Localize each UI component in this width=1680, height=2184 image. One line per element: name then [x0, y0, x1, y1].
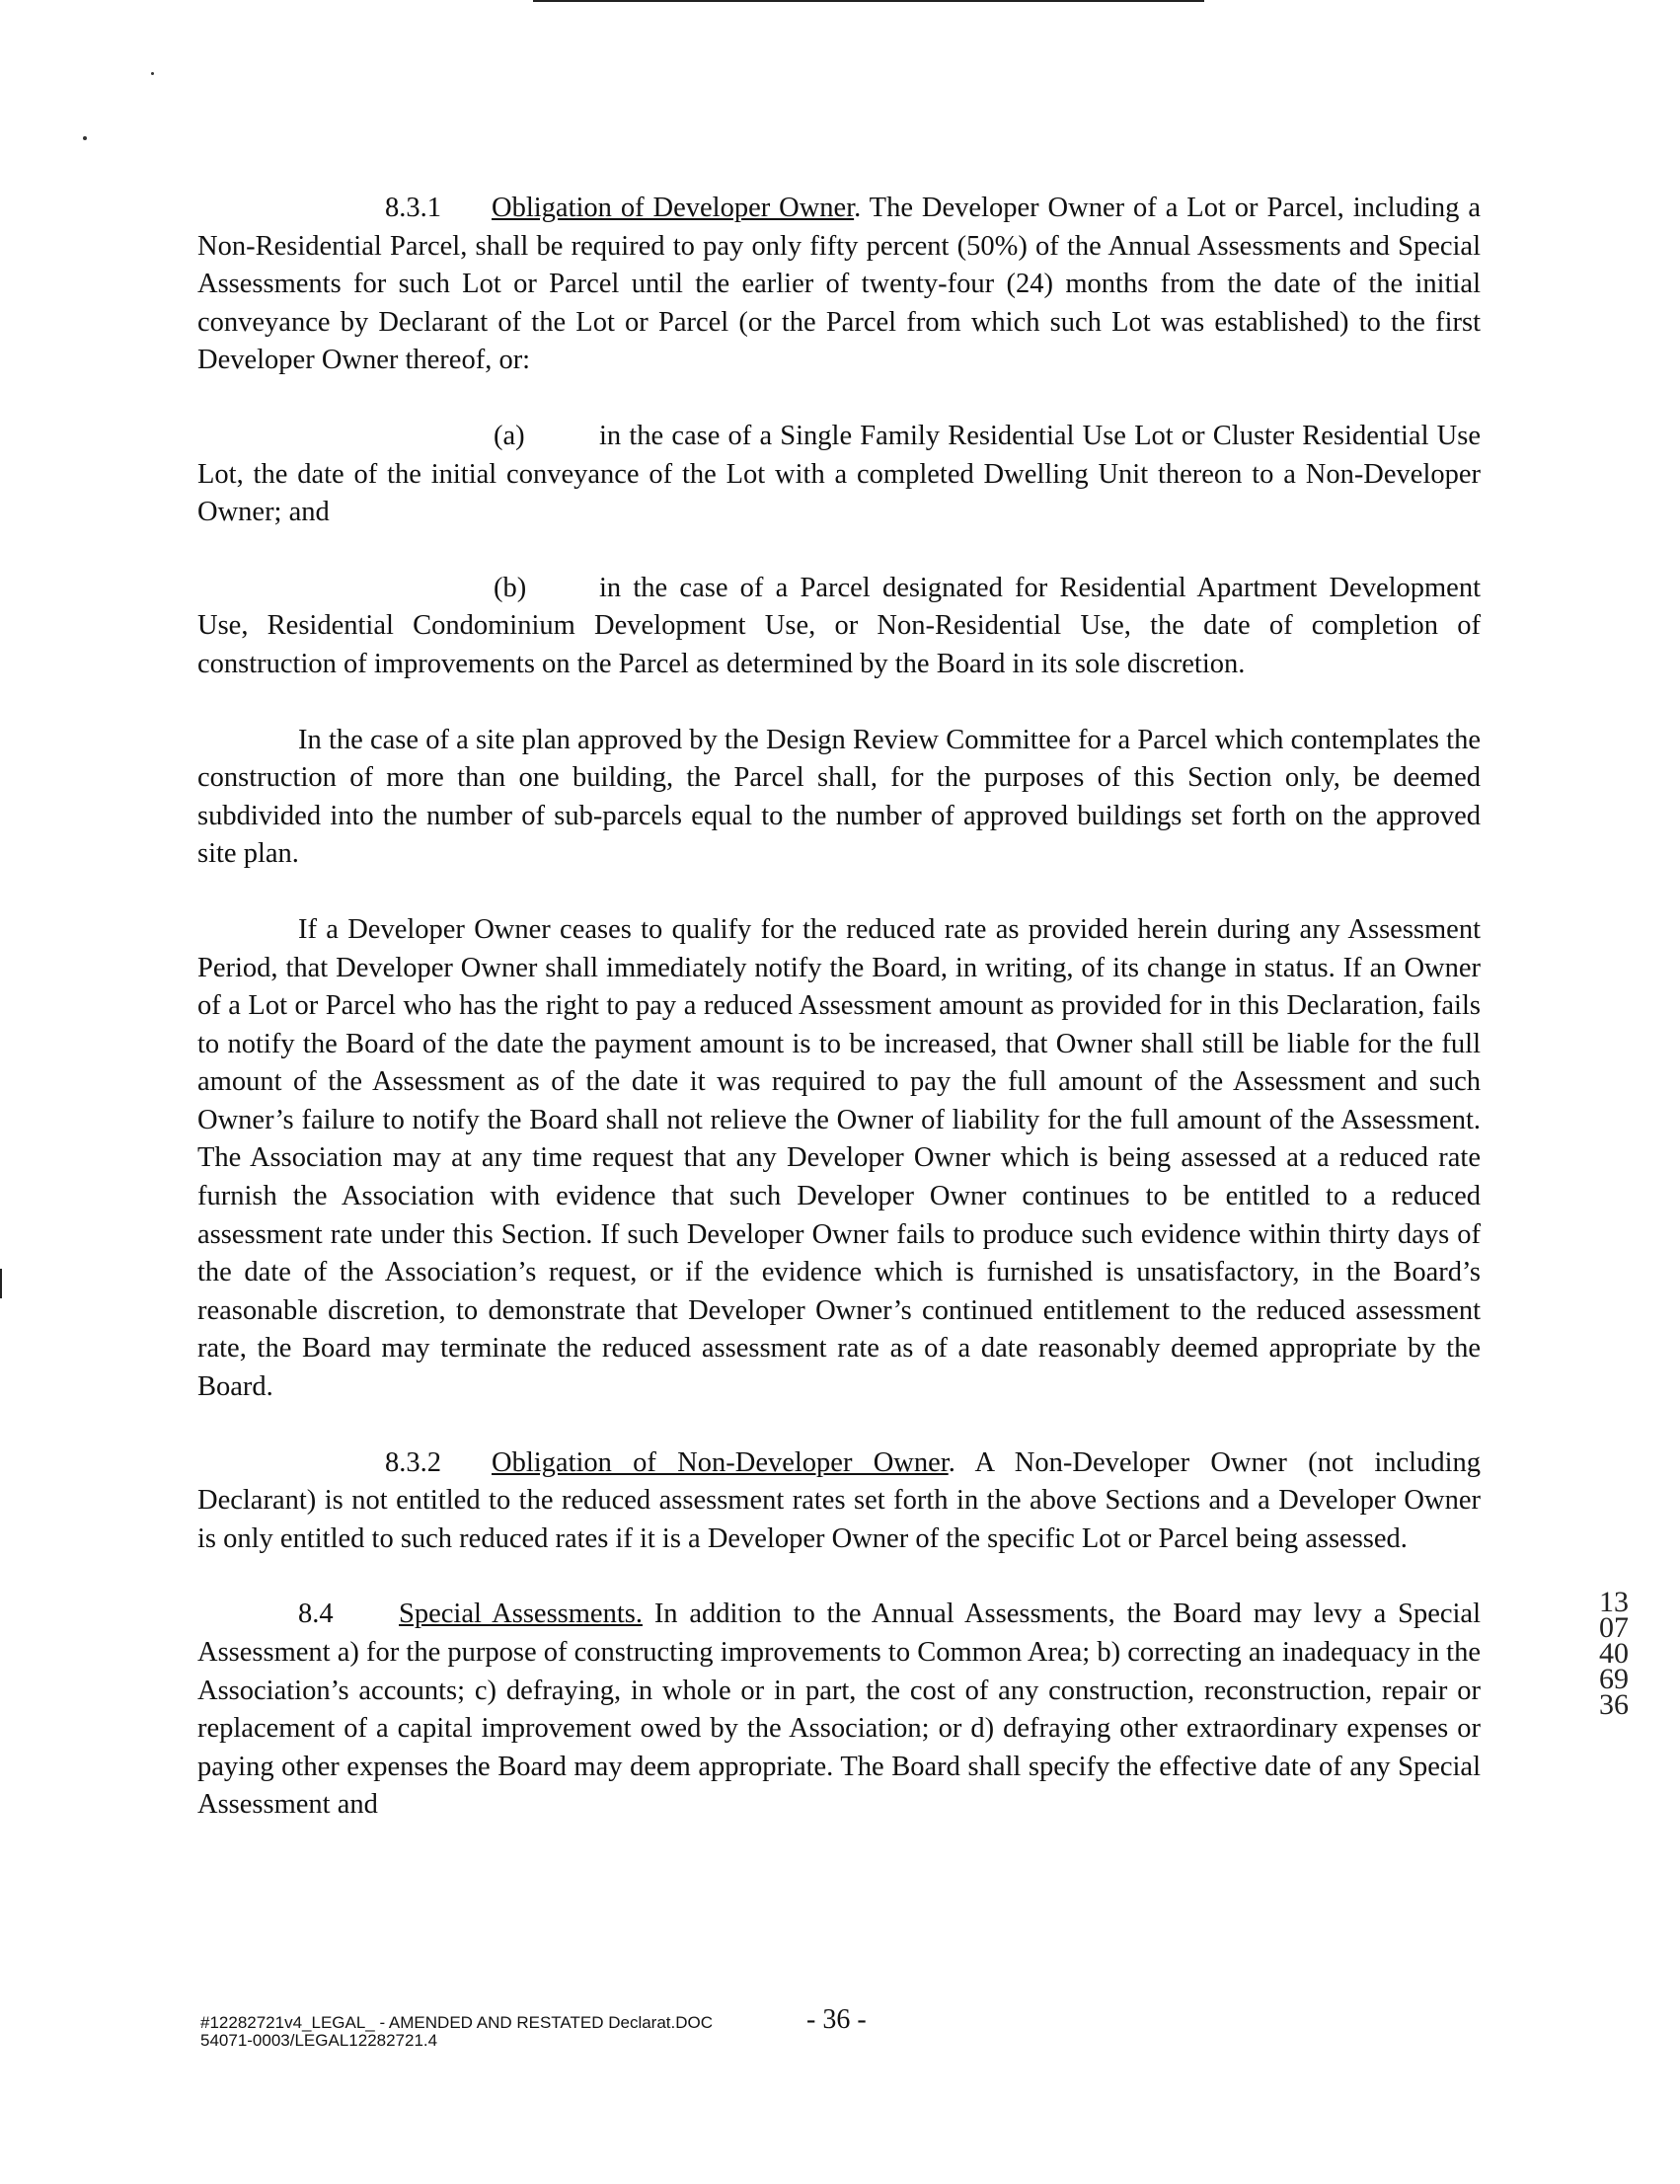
section-heading: Obligation of Developer Owner [492, 193, 855, 223]
item-label: (b) [494, 572, 527, 603]
paragraph-item-a [197, 418, 1481, 532]
side-document-stamp: 1307406936 [1599, 1586, 1629, 1721]
paragraph-8-3-2 [197, 1444, 1481, 1559]
scan-artifact-edge-mark [0, 1269, 2, 1298]
scan-artifact-top-line [533, 0, 1204, 2]
section-text: In addition to the Annual Assessments, the Board may levy a Special Assessment a) for the purpose of constructing improvements to Common Area; b) correcting an inadequacy in the Association’s accounts; c) defraying, in whole or in part, the cost of any construction, reconstruction, repair or replacement of a capital improvement owed by the Association; or d) defraying other extraordinary expenses or paying other expenses the Board may deem appropriate. The Board shall specify the effective date of any Special Assessment and [197, 1599, 1481, 1821]
section-heading: Special Assessments. [399, 1599, 643, 1630]
footer-doc-reference [200, 2014, 713, 2050]
section-text: . A Non-Developer Owner (not including Declarant) is not entitled to the reduced assessment rates set forth in the above Sections and a Developer Owner is only entitled to such reduced rates if it is a Developer Owner of the specific Lot or Parcel being assessed. [197, 1446, 1481, 1554]
paragraph-site-plan: In the case of a site plan approved by the Design Review Committee for a Parcel which contemplates the construction of more than one building, the Parcel shall, for the purposes of this Section only, be deemed subdivided into the number of sub-parcels equal to the number of approved buildings set forth on the approved site plan. [197, 724, 1481, 870]
footer-line-2: 54071-0003/LEGAL12282721.4 [200, 2031, 438, 2050]
document-body [197, 190, 1481, 1862]
item-label: (a) [494, 420, 525, 451]
item-text: in the case of a Single Family Residential Use Lot or Cluster Residential Use Lot, the date of the initial conveyance of the Lot with a completed Dwelling Unit thereon to a Non-Developer Owner; and [197, 420, 1481, 528]
paragraph-8-3-1 [197, 190, 1481, 380]
section-number: 8.4 [298, 1599, 334, 1630]
paragraph-reduced-rate: If a Developer Owner ceases to qualify for the reduced rate as provided herein during any Assessment Period, that Developer Owner shall immediately notify the Board, in writing, of its change in status. If an Owner of a Lot or Parcel who has the right to pay a reduced Assessment amount as provided for in this Declaration, fails to notify the Board of the date the payment amount is to be increased, that Owner shall still be liable for the full amount of the Assessment as of the date it was required to pay the full amount of the Assessment and such Owner’s failure to notify the Board shall not relieve the Owner of liability for the full amount of the Assessment. The Association may at any time request that any Developer Owner which is being assessed at a reduced rate furnish the Association with evidence that such Developer Owner continues to be entitled to a reduced assessment rate under this Section. If such Developer Owner fails to produce such evidence within thirty days of the date of the Association’s request, or if the evidence which is furnished is unsatisfactory, in the Board’s reasonable discretion, to demonstrate that Developer Owner’s continued entitlement to the reduced assessment rate, the Board may terminate the reduced assessment rate as of a date reasonably deemed appropriate by the Board. [197, 913, 1481, 1403]
section-text: . The Developer Owner of a Lot or Parcel, including a Non-Residential Parcel, shall be required to pay only fifty percent (50%) of the Annual Assessments and Special Assessments for such Lot or Parcel until the earlier of twenty-four (24) months from the date of the initial conveyance by Declarant of the Lot or Parcel (or the Parcel from which such Lot was established) to the first Developer Owner thereof, or: [197, 193, 1481, 376]
item-text: in the case of a Parcel designated for Residential Apartment Development Use, Residential Condominium Development Use, or Non-Residential Use, the date of completion of construction of improvements on the Parcel as determined by the Board in its sole discretion. [197, 572, 1481, 679]
paragraph-8-4 [197, 1596, 1481, 1825]
footer-line-1: #12282721v4_LEGAL_ - AMENDED AND RESTATED Declarat.DOC [200, 2013, 714, 2032]
paragraph-item-b [197, 570, 1481, 684]
section-heading: Obligation of Non-Developer Owner [492, 1446, 949, 1478]
section-number: 8.3.1 [385, 193, 441, 223]
page-number: - 36 - [806, 2004, 867, 2035]
scan-artifact-dot [83, 136, 87, 140]
scan-artifact-dot [151, 72, 154, 75]
section-number: 8.3.2 [385, 1446, 441, 1478]
